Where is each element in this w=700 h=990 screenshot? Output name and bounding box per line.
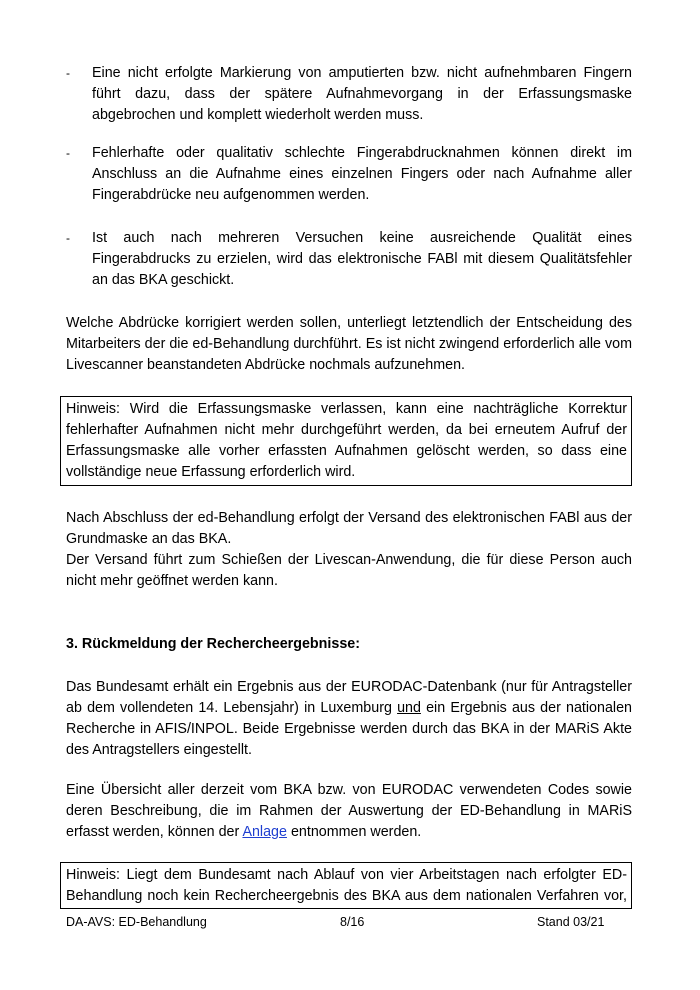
paragraph-results [66,677,632,761]
bullet-item-1 [66,63,632,126]
hint-box-correction: Hinweis: Wird die Erfassungsmaske verlassen, kann eine nachträgliche Korrektur fehlerhafter Aufnahmen nicht mehr durchgeführt werden, da bei erneutem Aufruf der Erfassungsmaske alle vorher erfassten Aufnahmen gelöscht werden, so dass eine vollständige neue Erfassung erforderlich wird. [60,396,632,486]
paragraph-correction: Welche Abdrücke korrigiert werden sollen, unterliegt letztendlich der Entscheidung des Mitarbeiters der die ed-Behandlung durchführt. Es ist nicht zwingend erforderlich alle vom Livescanner beanstandeten Abdrücke nochmals aufzunehmen. [66,315,632,373]
footer-page-number: 8/16 [340,915,365,929]
bullet-dash: - [66,231,70,245]
underlined-word: und [397,700,421,716]
paragraph-overview [66,780,632,843]
paragraph-shipping-1: Nach Abschluss der ed-Behandlung erfolgt der Versand des elektronischen FABl aus der Grundmaske an das BKA. [66,510,632,547]
bullet-dash: - [66,66,70,80]
footer-right: Stand 03/21 [537,915,605,929]
bullet-item-2 [66,143,632,206]
overview-text-after: entnommen werden. [286,824,422,840]
results-text-before: Das Bundesamt erhält ein Ergebnis aus der EURODAC-Datenbank (nur für Antragsteller ab dem vollendeten 14. Lebensjahr) in Luxemburg [66,679,632,716]
bullet-text: Ist auch nach mehreren Versuchen keine ausreichende Qualität eines Fingerabdrucks zu erzielen, wird das elektronische FABl mit diesem Qualitätsfehler an das BKA geschickt. [92,230,632,288]
results-text-after: ein Ergebnis aus der nationalen Recherche in AFIS/INPOL. Beide Ergebnisse werden durch das BKA in der MARiS Akte des Antragstellers eingestellt. [66,700,632,758]
paragraph-shipping-2: Der Versand führt zum Schießen der Livescan-Anwendung, die für diese Person auch nicht mehr geöffnet werden kann. [66,552,632,589]
bullet-text: Eine nicht erfolgte Markierung von amputierten bzw. nicht aufnehmbaren Fingern führt dazu, dass der spätere Aufnahmevorgang in der Erfassungsmaske abgebrochen und komplett wiederholt werden muss. [92,65,632,123]
anlage-link[interactable]: Anlage [242,824,287,840]
bullet-text: Fehlerhafte oder qualitativ schlechte Fingerabdrucknahmen können direkt im Anschluss an die Aufnahme eines einzelnen Fingers oder nach Aufnahme aller Fingerabdrücke neu aufgenommen werden. [92,145,632,203]
overview-text-before: Eine Übersicht aller derzeit vom BKA bzw. von EURODAC verwendeten Codes sowie deren Beschreibung, die im Rahmen der Auswertung der ED-Behandlung in MARiS erfasst werden, können der [66,782,632,840]
bullet-item-3 [66,228,632,291]
hint-box-results: Hinweis: Liegt dem Bundesamt nach Ablauf von vier Arbeitstagen nach erfolgter ED-Behandlung noch kein Rechercheergebnis des BKA aus dem nationalen Verfahren vor, [60,862,632,909]
bullet-dash: - [66,146,70,160]
section-heading: 3. Rückmeldung der Rechercheergebnisse: [66,636,360,652]
footer-left: DA-AVS: ED-Behandlung [66,915,207,929]
